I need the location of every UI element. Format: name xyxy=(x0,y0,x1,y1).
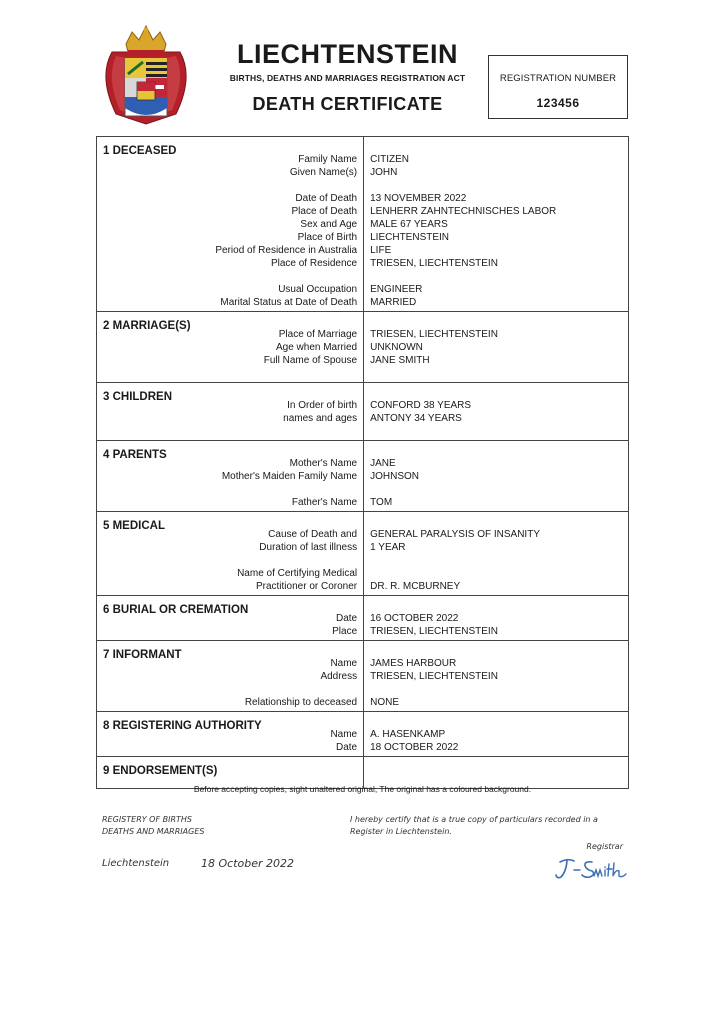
certify-line: Register in Liechtenstein. xyxy=(350,827,452,836)
field-label: Full Name of Spouse xyxy=(263,355,358,366)
field-label: Address xyxy=(320,671,358,682)
field-value: 13 NOVEMBER 2022 xyxy=(370,193,467,204)
section-labels-cell xyxy=(97,383,364,441)
section-title: 3 CHILDREN xyxy=(103,391,173,403)
field-label: Mother's Name xyxy=(289,458,358,469)
field-value xyxy=(364,683,628,696)
section-values-cell xyxy=(364,137,629,312)
certification-statement xyxy=(350,814,625,838)
field-value: A. HASENKAMP xyxy=(370,729,446,740)
certificate-table xyxy=(96,136,629,789)
field-label: Date xyxy=(336,742,358,753)
country-title: LIECHTENSTEIN xyxy=(236,39,458,69)
field-label: Marital Status at Date of Death xyxy=(220,297,358,308)
field-value: MALE 67 YEARS xyxy=(370,219,448,230)
field-value xyxy=(364,554,628,567)
field-label: Father's Name xyxy=(291,497,358,508)
issue-place: Liechtenstein xyxy=(102,858,170,869)
section-title: 9 ENDORSEMENT(S) xyxy=(103,765,218,777)
field-label: Family Name xyxy=(298,154,358,165)
field-value: 1 YEAR xyxy=(370,542,406,553)
field-value xyxy=(364,367,628,380)
field-value: TRIESEN, LIECHTENSTEIN xyxy=(370,626,498,637)
authenticity-notice: Before accepting copies, sight unaltered original, The original has a coloured background. xyxy=(193,784,532,794)
field-label: Sex and Age xyxy=(300,219,358,230)
document-title: DEATH CERTIFICATE xyxy=(252,94,443,114)
field-label xyxy=(97,425,363,438)
certificate-header xyxy=(210,38,485,115)
section-labels-cell xyxy=(97,596,364,641)
field-label: Date of Death xyxy=(295,193,358,204)
issue-date: 18 October 2022 xyxy=(201,857,295,870)
field-value: DR. R. MCBURNEY xyxy=(370,581,461,592)
field-value xyxy=(364,425,628,438)
section-title: 2 MARRIAGE(S) xyxy=(103,320,191,332)
field-value xyxy=(364,270,628,283)
field-label xyxy=(97,554,363,567)
section-row xyxy=(97,596,629,641)
section-row xyxy=(97,383,629,441)
field-label: Usual Occupation xyxy=(278,284,358,295)
field-label: In Order of birth xyxy=(287,400,358,411)
section-title: 8 REGISTERING AUTHORITY xyxy=(103,720,262,732)
field-label: Place xyxy=(332,626,358,637)
field-label: Name xyxy=(330,658,358,669)
section-labels-cell xyxy=(97,641,364,712)
field-label: Given Name(s) xyxy=(289,167,358,178)
field-value: ANTONY 34 YEARS xyxy=(370,413,462,424)
field-label: Name xyxy=(330,729,358,740)
field-value: GENERAL PARALYSIS OF INSANITY xyxy=(370,529,540,540)
section-labels-cell xyxy=(97,441,364,512)
certify-line: I hereby certify that is a true copy of particulars recorded in a xyxy=(350,815,598,824)
registrar-label: Registrar xyxy=(586,842,623,851)
field-value: 18 OCTOBER 2022 xyxy=(370,742,459,753)
section-title: 6 BURIAL OR CREMATION xyxy=(103,604,249,616)
field-value: NONE xyxy=(370,697,400,708)
field-value: CONFORD 38 YEARS xyxy=(370,400,472,411)
field-label xyxy=(97,270,363,283)
registry-name xyxy=(102,814,204,838)
field-value: ENGINEER xyxy=(370,284,423,295)
field-value: CITIZEN xyxy=(370,154,410,165)
field-label: names and ages xyxy=(283,413,358,424)
field-label: Name of Certifying Medical xyxy=(237,568,358,579)
field-label: Place of Birth xyxy=(297,232,358,243)
field-value: MARRIED xyxy=(370,297,417,308)
field-label: Place of Residence xyxy=(270,258,358,269)
section-values-cell xyxy=(364,441,629,512)
section-row xyxy=(97,137,629,312)
coat-of-arms-icon xyxy=(92,22,200,128)
field-value: JOHN xyxy=(370,167,398,178)
field-label xyxy=(97,367,363,380)
field-label: Practitioner or Coroner xyxy=(255,581,358,592)
field-value: JOHNSON xyxy=(370,471,420,482)
field-value xyxy=(364,483,628,496)
field-value: TRIESEN, LIECHTENSTEIN xyxy=(370,329,498,340)
field-value: TRIESEN, LIECHTENSTEIN xyxy=(370,258,498,269)
registration-number: 123456 xyxy=(536,96,580,110)
field-label: Age when Married xyxy=(275,342,358,353)
section-row xyxy=(97,441,629,512)
field-label: Date xyxy=(336,613,358,624)
section-labels-cell xyxy=(97,712,364,757)
field-value: LIECHTENSTEIN xyxy=(370,232,450,243)
section-title: 1 DECEASED xyxy=(103,145,177,157)
section-title: 5 MEDICAL xyxy=(103,520,165,532)
registry-line: REGISTERY OF BIRTHS xyxy=(102,815,193,824)
field-label xyxy=(97,683,363,696)
field-value: LIFE xyxy=(370,245,392,256)
section-row xyxy=(97,512,629,596)
section-labels-cell xyxy=(97,312,364,383)
registration-label: REGISTRATION NUMBER xyxy=(499,73,617,84)
registration-box xyxy=(488,55,628,119)
section-title: 4 PARENTS xyxy=(103,449,167,461)
section-values-cell xyxy=(364,596,629,641)
section-values-cell xyxy=(364,383,629,441)
field-label: Cause of Death and xyxy=(268,529,358,540)
field-value xyxy=(364,179,628,192)
act-subtitle: BIRTHS, DEATHS AND MARRIAGES REGISTRATION ACT xyxy=(229,73,466,83)
field-label: Mother's Maiden Family Name xyxy=(221,471,358,482)
field-label: Place of Marriage xyxy=(278,329,358,340)
section-values-cell xyxy=(364,512,629,596)
section-row xyxy=(97,312,629,383)
section-row xyxy=(97,712,629,757)
field-label: Duration of last illness xyxy=(259,542,358,553)
section-labels-cell xyxy=(97,512,364,596)
field-value: TOM xyxy=(370,497,393,508)
field-value xyxy=(364,567,628,580)
section-labels-cell xyxy=(97,137,364,312)
field-label xyxy=(97,483,363,496)
field-value: UNKNOWN xyxy=(370,342,423,353)
field-label xyxy=(97,179,363,192)
field-value: 16 OCTOBER 2022 xyxy=(370,613,459,624)
field-label: Period of Residence in Australia xyxy=(215,245,358,256)
registry-line: DEATHS AND MARRIAGES xyxy=(102,827,205,836)
field-value: LENHERR ZAHNTECHNISCHES LABOR xyxy=(370,206,557,217)
section-values-cell xyxy=(364,312,629,383)
section-values-cell xyxy=(364,712,629,757)
field-value: JAMES HARBOUR xyxy=(370,658,457,669)
section-row xyxy=(97,641,629,712)
section-values-cell xyxy=(364,641,629,712)
field-value: JANE xyxy=(370,458,396,469)
field-label: Relationship to deceased xyxy=(244,697,358,708)
section-title: 7 INFORMANT xyxy=(103,649,182,661)
field-value: TRIESEN, LIECHTENSTEIN xyxy=(370,671,498,682)
field-value: JANE SMITH xyxy=(370,355,430,366)
registrar-signature xyxy=(552,856,632,882)
field-label: Place of Death xyxy=(291,206,358,217)
